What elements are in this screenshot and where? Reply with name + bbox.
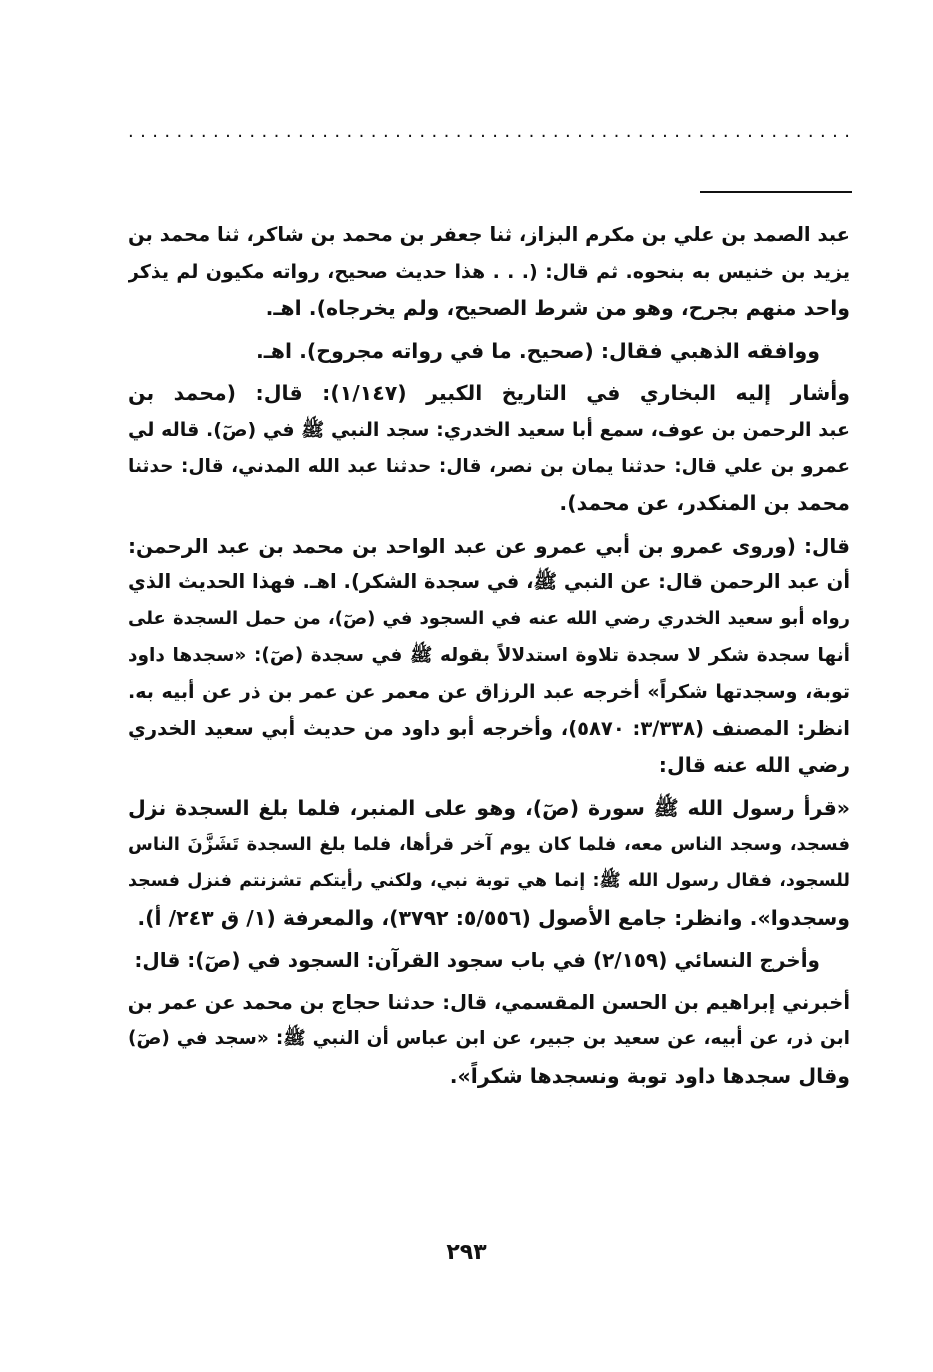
text-line: ووافقه الذهبي فقال: (صحيح. ما في رواته مجروح). اهـ. bbox=[255, 338, 820, 363]
text-line: انظر: المصنف (٣/٣٣٨: ٥٨٧٠)، وأخرجه أبو داود من حديث أبي سعيد الخدري bbox=[128, 716, 850, 740]
text-line: واحد منهم بجرح، وهو من شرط الصحيح، ولم يخرجاه). اهـ. bbox=[265, 296, 850, 321]
text-line: وأخرج النسائي (٢/١٥٩) في باب سجود القرآن: السجود في (صٓ): قال: bbox=[134, 948, 820, 973]
page-number: ٢٩٣ bbox=[446, 1240, 487, 1265]
text-line: رضي الله عنه قال: bbox=[658, 753, 850, 778]
text-line: فسجد، وسجد الناس معه، فلما كان يوم آخر قرأها، فلما بلغ السجدة تَشَزَّنَ الناس bbox=[128, 833, 850, 855]
text-line: عمرو بن علي قال: حدثنا يمان بن نصر، قال: حدثنا عبد الله المدني، قال: حدثنا bbox=[128, 455, 850, 477]
paragraph-3 bbox=[128, 375, 850, 521]
text-line: وأشار إليه البخاري في التاريخ الكبير (١/١٤٧): قال: (محمد بن bbox=[128, 381, 850, 406]
paragraph-6 bbox=[128, 942, 850, 979]
text-line: وسجدوا». وانظر: جامع الأصول (٥/٥٥٦: ٣٧٩٢)، والمعرفة (١/ ق ٢٤٣/ أ). bbox=[137, 905, 850, 930]
text-line: عبد الصمد بن علي بن مكرم البزاز، ثنا جعفر بن محمد بن شاكر، ثنا محمد بن bbox=[128, 223, 850, 246]
text-line: قال: (وروى عمرو بن أبي عمرو عن عبد الواحد بن محمد بن عبد الرحمن: bbox=[128, 533, 850, 558]
footnote-rule bbox=[700, 191, 852, 193]
text-line: توبة، وسجدتها شكراً» أخرجه عبد الرزاق عن معمر عن عمر بن ذر عن أبيه به. bbox=[128, 681, 850, 704]
text-line: عبد الرحمن بن عوف، سمع أبا سعيد الخدري: سجد النبي ﷺ في (صٓ). قاله لي bbox=[128, 418, 850, 441]
text-line: يزيد بن خنيس به بنحوه. ثم قال: (. . . هذا حديث صحيح، رواته مكيون لم يذكر bbox=[128, 260, 850, 283]
text-line: رواه أبو سعيد الخدري رضي الله عنه في السجود في (صٓ)، من حمل السجدة على bbox=[128, 607, 850, 629]
text-line: أنها سجدة شكر لا سجدة تلاوة استدلالاً بقوله ﷺ في سجدة (صٓ): «سجدها داود bbox=[128, 644, 850, 666]
text-line: أخبرني إبراهيم بن الحسن المقسمي، قال: حدثنا حجاج بن محمد عن عمر بن bbox=[128, 990, 850, 1014]
text-line: وقال سجدها داود توبة ونسجدها شكراً». bbox=[449, 1064, 850, 1089]
paragraph-5-quote bbox=[128, 790, 850, 936]
text-line: للسجود، فقال رسول الله ﷺ: إنما هي توبة نبي، ولكني رأيتكم تشزنتم فنزل فسجد bbox=[128, 871, 850, 892]
text-line: أن عبد الرحمن قال: عن النبي ﷺ، في سجدة الشكر). اهـ. فهذا الحديث الذي bbox=[128, 570, 850, 594]
paragraph-1 bbox=[128, 217, 850, 327]
paragraph-4 bbox=[128, 528, 850, 784]
dotted-separator: . . . . . . . . . . . . . . . . . . . . . . . . . . . . . . . . . . . . . . . . . . . . . . . . . . . . . . . . . . . . bbox=[128, 122, 850, 142]
text-line: محمد بن المنكدر، عن محمد). bbox=[559, 491, 850, 516]
paragraph-7 bbox=[128, 985, 850, 1095]
paragraph-2 bbox=[128, 333, 850, 370]
text-line: «قرأ رسول الله ﷺ سورة (صٓ)، وهو على المنبر، فلما بلغ السجدة نزل bbox=[128, 795, 850, 820]
body-text bbox=[128, 217, 850, 1101]
text-line: ابن ذر، عن أبيه، عن سعيد بن جبير، عن ابن عباس أن النبي ﷺ: «سجد في (صٓ) bbox=[128, 1028, 850, 1050]
